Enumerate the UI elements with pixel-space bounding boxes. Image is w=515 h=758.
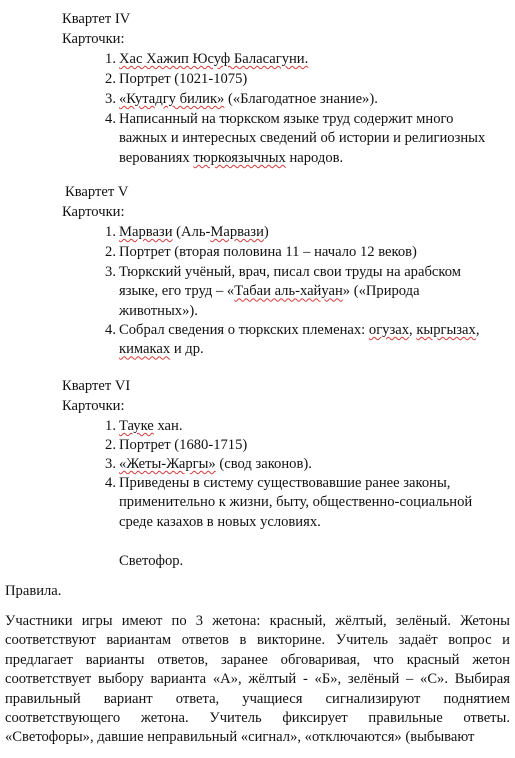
list-number: 2. xyxy=(105,244,116,260)
item-text: Портрет (1680-1715) xyxy=(119,437,248,453)
item-text: Написанный на тюркском языке труд содержит много важных и интересных сведений об истории и религиозных верованиях xyxy=(119,111,486,166)
list-number: 3. xyxy=(105,456,116,472)
item-text: («Благодатное знание»). xyxy=(224,91,378,107)
cards-label: Карточки: xyxy=(62,31,125,47)
item-text: (Аль- xyxy=(172,224,211,240)
quartet-title: Квартет IV xyxy=(62,11,131,27)
item-text: и др. xyxy=(170,341,204,358)
item-text: Хас Хажип Юсуф Баласагуни. xyxy=(119,51,309,67)
quartet-title: Квартет VI xyxy=(62,378,131,394)
item-text: , xyxy=(409,322,417,338)
svetofor-heading: Светофор. xyxy=(119,553,184,569)
list-number: 4. xyxy=(105,475,116,491)
list-number: 1. xyxy=(105,418,116,434)
item-text: Собрал сведения о тюркских племенах: xyxy=(119,322,369,338)
item-text: Марвази xyxy=(119,224,173,240)
item-text: , xyxy=(475,322,480,338)
item-text: народов. xyxy=(285,149,344,166)
cards-label: Карточки: xyxy=(62,204,125,220)
list-number: 4. xyxy=(105,322,116,338)
item-text: Марвази xyxy=(210,224,264,240)
item-text: кимаках xyxy=(119,341,171,358)
list-number: 1. xyxy=(105,224,116,240)
rules-paragraph: Участники игры имеют по 3 жетона: красный, жёлтый, зелёный. Жетоны соответствуют вариантам ответов в викторине. Учитель задаёт вопрос и предлагает варианты ответов, заранее обговаривая, что красный жетон соответствует выбору варианта «А», жёлтый - «Б», зелёный – «С». Выбирая правильный вариант ответа, учащиеся сигнализируют поднятием соответствующего жетона. Учитель фиксирует правильные ответы. «Светофоры», давшие неправильный «сигнал», «отключаются» (выбывают xyxy=(5,613,510,746)
item-text: кыргызах xyxy=(416,322,476,338)
item-text: огузах xyxy=(368,322,410,338)
item-text: Тюркский учёный, врач, писал свои труды на арабском языке, его труд – « xyxy=(119,264,461,300)
item-text: тюркоязычных xyxy=(193,149,286,166)
list-number: 2. xyxy=(105,437,116,453)
book-title: Табаи аль-хайуан xyxy=(234,283,343,300)
quartet-title: Квартет V xyxy=(65,184,129,200)
item-text: Тауке xyxy=(119,418,154,434)
cards-label: Карточки: xyxy=(62,398,125,414)
item-text: ) xyxy=(263,224,269,240)
item-text: Портрет (вторая половина 11 – начало 12 веков) xyxy=(119,244,417,260)
item-text: » («Природа животных»). xyxy=(119,283,420,319)
list-number: 3. xyxy=(105,264,116,280)
rules-label: Правила. xyxy=(5,583,62,599)
item-text: хан. xyxy=(153,418,183,434)
list-number: 3. xyxy=(105,91,116,107)
book-title: «Кутадгу билик» xyxy=(119,91,225,107)
list-number: 2. xyxy=(105,71,116,87)
book-title: «Жеты-Жаргы» xyxy=(119,456,216,472)
item-text: (свод законов). xyxy=(215,456,312,472)
item-text: Портрет (1021-1075) xyxy=(119,71,248,87)
list-number: 4. xyxy=(105,111,116,127)
item-text: Приведены в систему существовавшие ранее законы, применительно к жизни, быту, общественно-социальной среде казахов в новых условиях. xyxy=(119,475,473,530)
list-number: 1. xyxy=(105,51,116,67)
